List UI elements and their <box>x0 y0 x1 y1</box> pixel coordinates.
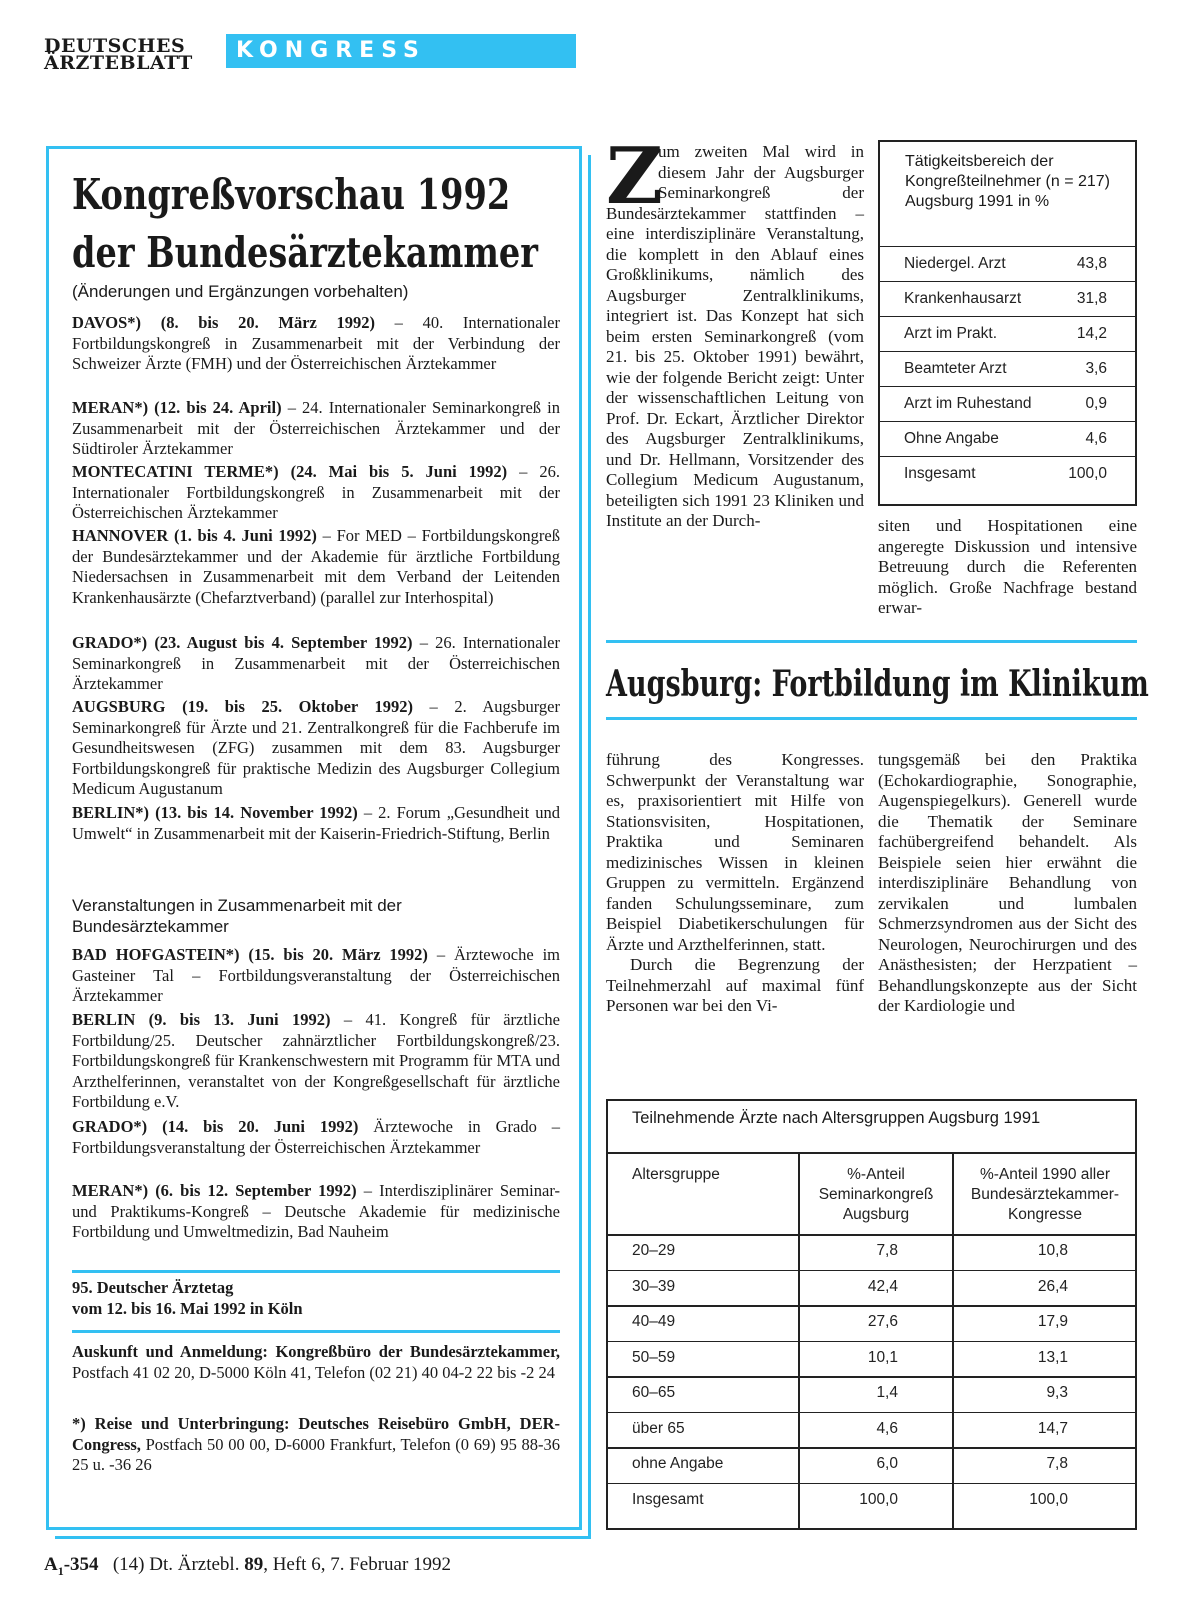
entry-text: – For MED – Fortbildungskongreß der Bundesärztekammer und der Akademie für ärztliche Fortbildung Niedersachsen in Zusammenarbeit mit dem Verband der Leitenden Krankenhausärzte (Chefarztverband) (parallel zur Interhospital) <box>72 526 561 607</box>
entry-text: – 40. Internationaler Fortbildungskongreß in Zusammenarbeit mit der Verbindung der Schweizer Ärzte (FMH) und der Österreichischen Ärztekammer <box>72 313 560 373</box>
table-row <box>880 246 1135 282</box>
activity-table-title: Tätigkeitsbereich der Kongreßteilnehmer (n = 217) Augsburg 1991 in % <box>905 153 1110 210</box>
table-rule <box>608 1341 1135 1343</box>
entry-head: HANNOVER (1. bis 4. Juni 1992) <box>72 526 317 545</box>
entry-text: – 24. Internationaler Seminarkongreß in Zusammenarbeit mit der Österreichischen Ärztekammer und der Südtiroler Ärztekammer <box>72 398 560 458</box>
all-congress-share-cell: 13,1 <box>1037 1348 1068 1366</box>
page-number: -354 <box>63 1554 99 1575</box>
entry-head: BAD HOFGASTEIN*) (15. bis 20. März 1992) <box>72 945 428 964</box>
program-entry <box>72 398 560 460</box>
row-label: Niedergel. Arzt <box>904 255 1006 272</box>
reise-head: *) Reise und Unterbringung: Deutsches Reisebüro GmbH, DER-Congress, <box>72 1414 560 1454</box>
row-value: 4,6 <box>1085 430 1107 447</box>
article-paragraph: führung des Kongresses. Schwerpunkt der Veranstaltung war es, praxisorientiert mit Hilfe von Stationsvisiten, Hospitationen, Praktika und Seminaren medizinisches Wissen in kleinen Gruppen zu vermitteln. Ergänzend fanden Schulungsseminare, zum Beispiel Diabetikerschulungen für Ärzte und Arzthelferinnen, statt. <box>606 750 864 954</box>
seminar-share-cell: 42,4 <box>867 1277 898 1295</box>
article-col1-top <box>606 131 864 532</box>
table-rule <box>608 1412 1135 1414</box>
coop-entry <box>72 945 560 1007</box>
age-group-cell: 20–29 <box>632 1242 676 1259</box>
table-row <box>880 386 1135 422</box>
page-title <box>72 166 539 282</box>
table-row <box>880 351 1135 387</box>
row-value: 3,6 <box>1085 360 1107 377</box>
program-entry <box>72 633 560 695</box>
table-rule <box>608 1152 1135 1154</box>
title-line2: der Bundesärztekammer <box>72 228 539 277</box>
entry-head: BERLIN (9. bis 13. Juni 1992) <box>72 1010 331 1029</box>
all-congress-share-cell: 26,4 <box>1037 1277 1068 1295</box>
age-group-cell: 30–39 <box>632 1277 676 1295</box>
article-paragraph: Durch die Begrenzung der Teilnehmerzahl auf maximal fünf Personen war bei den Vi- <box>606 955 864 1015</box>
auskunft-text: Postfach 41 02 20, D-5000 Köln 41, Telefon (02 21) 40 04-2 22 bis -2 24 <box>72 1362 555 1382</box>
divider <box>606 717 1137 720</box>
page-letter: A <box>44 1554 58 1575</box>
col-header: %-Anteil 1990 aller Bundesärztekammer-Kongresse <box>970 1166 1120 1223</box>
all-congress-share-cell: 9,3 <box>1046 1384 1068 1401</box>
table-row <box>880 421 1135 457</box>
coop-entry <box>72 1010 560 1113</box>
entry-head: MERAN*) (6. bis 12. September 1992) <box>72 1181 357 1200</box>
divider <box>72 1330 560 1333</box>
entry-head: GRADO*) (23. August bis 4. September 1992) <box>72 633 413 652</box>
issue-date: , Heft 6, 7. Februar 1992 <box>263 1554 452 1575</box>
article-col2-bottom: tungsgemäß bei den Praktika (Echokardiographie, Sonographie, Augenspiegelkurs). Generell wurde die Thematik der Seminare fachübergreifend behandelt. Als Beispiele seien hier erwähnt die interdisziplinäre Behandlung von zervikalen und lumbalen Schmerzsyndromen aus der Sicht des Neurologen, Neurochirurgen und des Anästhesisten; der Herzpatient – Behandlungskonzepte aus der Sicht der Kardiologie und <box>878 750 1137 1015</box>
all-congress-share-cell: 7,8 <box>1046 1455 1068 1472</box>
entry-text: – 26. Internationaler Seminarkongreß in Zusammenarbeit mit der Österreichischen Ärztekammer <box>72 633 560 693</box>
age-group-cell: 60–65 <box>632 1384 676 1401</box>
page-footer <box>44 1554 451 1579</box>
row-value: 31,8 <box>1076 290 1107 307</box>
row-label: Arzt im Prakt. <box>904 325 998 342</box>
masthead-logo <box>44 35 193 74</box>
age-group-cell: über 65 <box>632 1419 685 1437</box>
page-sub: 1 <box>57 1563 64 1578</box>
entry-text: – Ärztewoche im Gasteiner Tal – Fortbildungsveranstaltung der Österreichischen Ärztekammer <box>72 945 561 1005</box>
section-title: Augsburg: Fortbildung im Klinikum <box>606 663 1149 705</box>
col-header: %-Anteil Seminarkongreß Augsburg <box>818 1166 934 1223</box>
divider <box>72 1270 560 1273</box>
age-group-cell: 50–59 <box>632 1348 676 1366</box>
title-line1: Kongreßvorschau 1992 <box>72 170 511 219</box>
article-col2-top: siten und Hospitationen eine angeregte Diskussion und intensive Betreuung durch die Referenten möglich. Große Nachfrage bestand erwar- <box>878 516 1137 617</box>
issue-text: (14) Dt. Ärztebl. <box>112 1554 245 1575</box>
seminar-share-cell: 27,6 <box>867 1313 898 1330</box>
entry-text: – 41. Kongreß für ärztliche Fortbildung/25. Deutscher zahnärztlicher Fortbildungskongreß/23. Fortbildungskongreß für Krankenschwestern mit Programm für MTA und Arzthelferinnen, veranstaltet von der Kongreßgesellschaft für ärztliche Fortbildung e.V. <box>72 1010 560 1111</box>
entry-text: – Interdisziplinärer Seminar- und Praktikums-Kongreß – Deutsche Akademie für medizinische Fortbildung und Umweltmedizin, Bad Nauheim <box>72 1181 561 1241</box>
entry-head: DAVOS*) (8. bis 20. März 1992) <box>72 313 376 332</box>
entry-head: AUGSBURG (19. bis 25. Oktober 1992) <box>72 697 413 716</box>
row-value: 100,0 <box>1068 465 1107 482</box>
seminar-share-cell: 10,1 <box>867 1348 898 1366</box>
all-congress-share-cell: 17,9 <box>1037 1313 1068 1330</box>
entry-head: GRADO*) (14. bis 20. Juni 1992) <box>72 1117 359 1136</box>
masthead-line2: ÄRZTEBLATT <box>44 52 193 74</box>
table-row <box>880 316 1135 352</box>
age-group-cell: Insgesamt <box>632 1490 704 1508</box>
seminar-share-cell: 4,6 <box>876 1419 898 1437</box>
page-subtitle: (Änderungen und Ergänzungen vorbehalten) <box>72 282 409 301</box>
all-congress-share-cell: 14,7 <box>1037 1419 1068 1437</box>
auskunft-notice <box>72 1342 560 1383</box>
seminar-share-cell: 6,0 <box>876 1455 898 1472</box>
row-value: 0,9 <box>1085 395 1107 412</box>
drop-cap: Z <box>606 131 663 222</box>
all-congress-share-cell: 100,0 <box>1029 1490 1068 1508</box>
age-group-cell: 40–49 <box>632 1313 676 1330</box>
section-banner: KONGRESS AKTUELL <box>226 34 576 68</box>
volume: 89 <box>244 1554 264 1575</box>
divider <box>606 640 1137 643</box>
table-rule <box>608 1305 1135 1307</box>
row-label: Ohne Angabe <box>904 430 999 447</box>
program-entry <box>72 803 560 844</box>
row-value: 43,8 <box>1076 255 1107 272</box>
table-rule <box>608 1483 1135 1485</box>
aerztetag-notice <box>72 1278 560 1319</box>
entry-head: BERLIN*) (13. bis 14. November 1992) <box>72 803 358 822</box>
seminar-share-cell: 1,4 <box>876 1384 898 1401</box>
row-label: Krankenhausarzt <box>904 290 1022 307</box>
table-row <box>880 281 1135 317</box>
entry-text: – 2. Forum „Gesundheit und Umwelt“ in Zusammenarbeit mit der Kaiserin-Friedrich-Stiftung, Berlin <box>72 803 560 843</box>
table-rule <box>608 1270 1135 1272</box>
age-table-title: Teilnehmende Ärzte nach Altersgruppen Augsburg 1991 <box>632 1109 1041 1127</box>
reise-text: Postfach 50 00 00, D-6000 Frankfurt, Telefon (0 69) 95 88-36 25 u. -36 26 <box>72 1434 560 1474</box>
age-group-cell: ohne Angabe <box>632 1455 724 1472</box>
aerztetag-line1: 95. Deutscher Ärztetag <box>72 1278 234 1297</box>
col-header: Altersgruppe <box>632 1166 720 1183</box>
table-rule <box>608 1376 1135 1378</box>
coop-heading: Veranstaltungen in Zusammenarbeit mit der Bundesärztekammer <box>72 896 402 936</box>
program-entry <box>72 313 560 375</box>
entry-text: Ärztewoche in Grado – Fortbildungsveranstaltung der Österreichischen Ärztekammer <box>72 1117 560 1157</box>
aerztetag-line2: vom 12. bis 16. Mai 1992 in Köln <box>72 1298 303 1318</box>
masthead-line1: DEUTSCHES <box>44 35 186 57</box>
row-label: Insgesamt <box>904 465 976 482</box>
seminar-share-cell: 100,0 <box>859 1490 898 1508</box>
seminar-share-cell: 7,8 <box>876 1242 898 1259</box>
coop-entry <box>72 1181 560 1243</box>
table-rule <box>608 1234 1135 1236</box>
table-rule <box>608 1447 1135 1449</box>
program-entry <box>72 526 560 608</box>
entry-text: – 2. Augsburger Seminarkongreß für Ärzte und 21. Zentralkongreß für die Fachberufe im Gesundheitswesen (ZFG) zusammen mit dem 83. Augsburger Fortbildungskongreß für praktische Medizin des Augsburger Collegium Medicum Augustanum <box>72 697 560 798</box>
dropcap-space <box>606 142 658 202</box>
auskunft-head: Auskunft und Anmeldung: Kongreßbüro der Bundesärztekammer, <box>72 1342 560 1361</box>
article-col1-bottom <box>606 750 864 1017</box>
entry-text: – 26. Internationaler Fortbildungskongreß in Zusammenarbeit mit der Österreichischen Ärztekammer <box>72 462 560 522</box>
entry-head: MONTECATINI TERME*) (24. Mai bis 5. Juni 1992) <box>72 462 508 481</box>
all-congress-share-cell: 10,8 <box>1037 1242 1068 1259</box>
row-label: Arzt im Ruhestand <box>904 395 1032 412</box>
reise-notice <box>72 1414 560 1476</box>
row-value: 14,2 <box>1076 325 1107 342</box>
article-text: um zweiten Mal wird in diesem Jahr der Augsburger Seminarkongreß der Bundesärztekammer stattfinden – eine interdisziplinäre Veranstaltung, die komplett in den Ablauf eines Großklinikums, nämlich des Augsburger Zentralklinikums, integriert ist. Das Konzept hat sich beim ersten Seminarkongreß (vom 21. bis 25. Oktober 1991) bewährt, wie der folgende Bericht zeigt: Unter der wissenschaftlichen Leitung von Prof. Dr. Eckart, Ärztlicher Direktor des Augsburger Zentralklinikums, und Dr. Hellmann, Vorsitzender des Collegium Medicum Augustanum, beteiligten sich 1991 23 Kliniken und Institute an der Durch- <box>606 142 864 530</box>
coop-entry <box>72 1117 560 1158</box>
table-row <box>880 456 1135 492</box>
entry-head: MERAN*) (12. bis 24. April) <box>72 398 282 417</box>
program-entry <box>72 462 560 524</box>
program-entry <box>72 697 560 800</box>
row-label: Beamteter Arzt <box>904 360 1007 377</box>
